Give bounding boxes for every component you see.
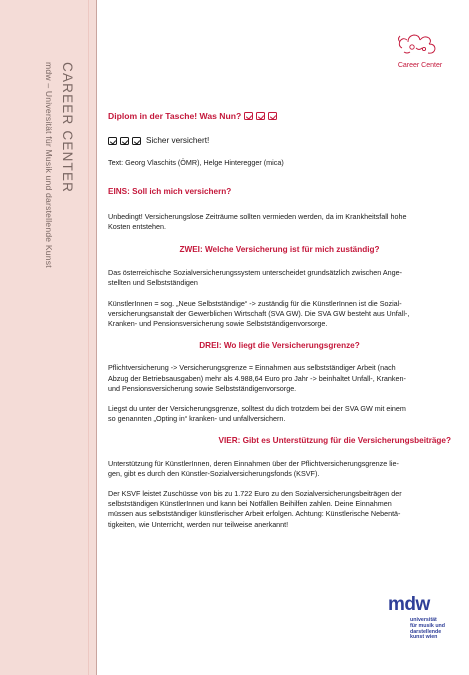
heading-text: Diplom in der Tasche! Was Nun?	[108, 110, 242, 121]
section-drei-paragraph-2	[108, 404, 451, 424]
career-center-logo-icon	[394, 28, 442, 60]
mdw-logo	[388, 594, 450, 650]
checkbox-icon	[244, 112, 253, 120]
sidebar-rule	[96, 0, 97, 675]
checkbox-icon	[120, 137, 129, 145]
text-line: gen, gibt es durch den Künstler-Sozialversicherungsfonds (KSVF).	[108, 468, 320, 478]
checkbox-icon	[268, 112, 277, 120]
mdw-logo-text	[410, 618, 445, 641]
sidebar-title: CAREER CENTER	[60, 62, 75, 194]
text-line: tigkeiten, wie Unterricht, werden nur teilweise anerkannt!	[108, 519, 289, 529]
text-line: Kranken- und Pensionsversicherung sowie Selbstständigenvorsorge.	[108, 319, 328, 329]
text-line: so genannten „Opting in“ kranken- und unfallversichern.	[108, 414, 286, 424]
subheading-text: Sicher versichert!	[146, 136, 210, 145]
text-line: Unterstützung für KünstlerInnen, deren Einnahmen über der Pflichtversicherungsgrenze lie-	[108, 458, 399, 468]
text-line: selbstständigen KünstlerInnen und kann bei Notfällen Beihilfen zahlen. Deine Einnahmen	[108, 499, 392, 509]
text-line: und Pensionsversicherung sowie Selbstständigenvorsorge.	[108, 383, 297, 393]
text-line: Das österreichische Sozialversicherungssystem unterscheidet grundsätzlich zwischen Ange-	[108, 268, 403, 278]
mdw-logo-line: universität	[410, 617, 437, 623]
text-line: Pflichtversicherung -> Versicherungsgrenze = Einnahmen aus selbstständiger Arbeit (nach	[108, 363, 396, 373]
career-center-logo-label: Career Center	[397, 62, 443, 69]
section-eins-title: EINS: Soll ich mich versichern?	[108, 187, 232, 197]
text-line: Liegst du unter der Versicherungsgrenze, solltest du dich trotzdem bei der SVA GW mit einem	[108, 404, 406, 414]
text-line: Der KSVF leistet Zuschüsse von bis zu 1.722 Euro zu den Sozialversicherungsbeiträgen der	[108, 489, 402, 499]
section-zwei-paragraph-1	[108, 268, 451, 288]
document-body	[108, 110, 451, 530]
checkbox-icon	[108, 137, 117, 145]
text-line: Kosten entstehen.	[108, 221, 166, 231]
section-drei-title: DREI: Wo liegt die Versicherungsgrenze?	[199, 341, 360, 351]
mdw-logo-line: kunst wien	[410, 634, 438, 641]
section-drei-paragraph-1	[108, 363, 451, 394]
text-line: Abzug der Betriebsausgaben) mehr als 4.988,64 Euro pro Jahr -> beinhaltet Unfall-, Kranken-	[108, 373, 406, 383]
checkbox-icon	[256, 112, 265, 120]
section-zwei-paragraph-2	[108, 299, 451, 330]
sidebar-inner-rule	[88, 0, 89, 675]
text-line: stellten und Selbstständigen	[108, 278, 198, 288]
sidebar-subtitle: mdw – Universität für Musik und darstellende Kunst	[44, 62, 54, 268]
section-eins-paragraph	[108, 212, 451, 232]
career-center-logo	[388, 28, 448, 74]
subheading-row	[108, 136, 451, 146]
mdw-logo-letters: mdw	[388, 594, 430, 615]
section-zwei-title: ZWEI: Welche Versicherung ist für mich zuständig?	[179, 245, 380, 255]
mdw-logo-line: für musik und	[410, 622, 446, 629]
section-vier-paragraph-1	[108, 459, 451, 479]
checkbox-icon	[132, 137, 141, 145]
section-vier-title: VIER: Gibt es Unterstützung für die Versicherungsbeiträge?	[218, 436, 451, 446]
document-heading	[108, 110, 451, 122]
text-line: versicherungsanstalt der Gewerblichen Wirtschaft (SVA GW). Die SVA GW besteht aus Unfall-,	[108, 308, 410, 318]
text-line: Unbedingt! Versicherungslose Zeiträume sollten vermieden werden, da im Krankheitsfall hohe	[108, 211, 407, 221]
author-credits: Text: Georg Vlaschits (ÖMR), Helge Hinteregger (mica)	[108, 158, 284, 168]
section-vier-paragraph-2	[108, 489, 451, 530]
text-line: KünstlerInnen = sog. „Neue Selbstständige“ -> zuständig für die KünstlerInnen ist die Sozial-	[108, 298, 402, 308]
mdw-logo-line: darstellende	[410, 628, 442, 635]
text-line: müssen aus selbstständiger künstlerischer Arbeit erfolgen. Achtung: Künstlerische Nebentä-	[108, 509, 401, 519]
